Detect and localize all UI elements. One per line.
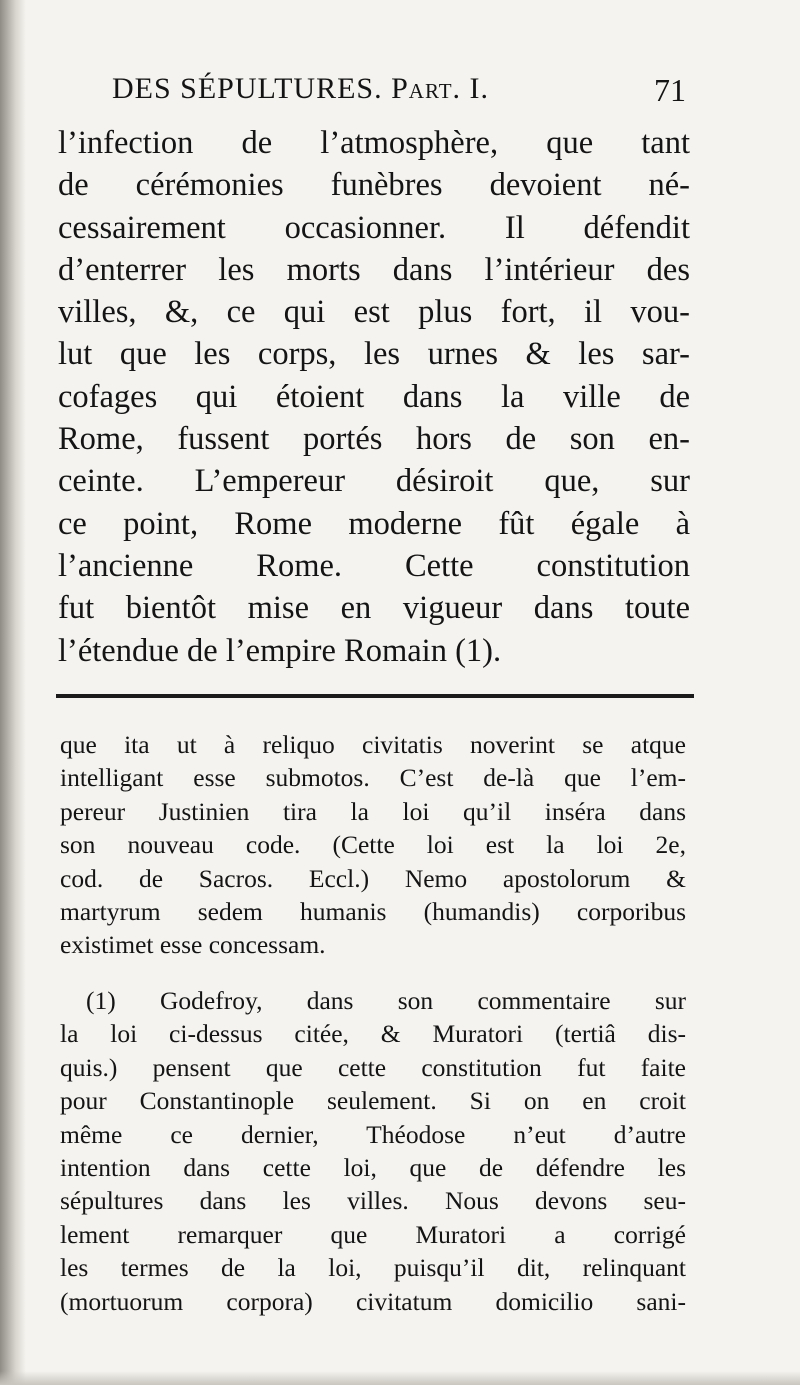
footnote-line: pour Constantinople seulement. Si on en croit [60, 1086, 686, 1116]
footnote-line: intelligant esse submotos. C’est de-là que l’em- [60, 763, 686, 793]
page-bottom-shadow [0, 1371, 800, 1385]
text-line: fut bientôt mise en vigueur dans toute [58, 590, 690, 627]
footnote-line: martyrum sedem humanis (humandis) corporibus [60, 897, 686, 927]
text-line: de cérémonies funèbres devoient né- [58, 167, 690, 204]
running-head: DES SÉPULTURES. Part. I. [112, 72, 490, 105]
text-line: lut que les corps, les urnes & les sar- [58, 336, 690, 373]
footnote-line: cod. de Sacros. Eccl.) Nemo apostolorum & [60, 863, 686, 893]
footnote-line: pereur Justinien tira la loi qu’il inséra dans [60, 796, 686, 826]
footnote-line: que ita ut à reliquo civitatis noverint se atque [60, 730, 686, 759]
main-text-block [58, 122, 690, 672]
text-line: cofages qui étoient dans la ville de [58, 378, 690, 415]
footnote-line: lement remarquer que Muratori a corrigé [60, 1219, 686, 1249]
footnote-line: quis.) pensent que cette constitution fut faite [60, 1052, 686, 1082]
footnote-line: les termes de la loi, puisqu’il dit, relinquant [60, 1253, 686, 1283]
footnote-line: même ce dernier, Théodose n’eut d’autre [60, 1119, 686, 1149]
footnote-line: la loi ci-dessus citée, & Muratori (tertiâ dis- [60, 1019, 686, 1049]
footnote-separator-rule [56, 694, 694, 698]
footnote-continued-block [60, 728, 686, 962]
text-line: ceinte. L’empereur désiroit que, sur [58, 463, 690, 500]
page-number: 71 [654, 72, 686, 108]
text-line: l’étendue de l’empire Romain (1). [58, 632, 502, 669]
page-gutter-shadow [0, 0, 26, 1385]
text-line: Rome, fussent portés hors de son en- [58, 421, 690, 458]
text-line: d’enterrer les morts dans l’intérieur des [58, 251, 690, 288]
text-line: ce point, Rome moderne fût égale à [58, 505, 690, 542]
footnote-line: (1) Godefroy, dans son commentaire sur [86, 986, 686, 1015]
footnote-line: son nouveau code. (Cette loi est la loi 2e, [60, 830, 686, 860]
footnote-line: intention dans cette loi, que de défendre les [60, 1153, 686, 1183]
text-line: villes, &, ce qui est plus fort, il vou- [58, 294, 690, 331]
text-line: l’infection de l’atmosphère, que tant [58, 125, 690, 161]
footnote-line: existimet esse concessam. [60, 930, 326, 960]
page-header [112, 72, 686, 116]
text-line: cessairement occasionner. Il défendit [58, 209, 690, 246]
footnote-line: (mortuorum corpora) civitatum domicilio sani- [60, 1286, 686, 1316]
footnote-1-block [60, 984, 686, 1318]
footnote-line: sépultures dans les villes. Nous devons seu- [60, 1186, 686, 1216]
text-line: l’ancienne Rome. Cette constitution [58, 547, 690, 584]
